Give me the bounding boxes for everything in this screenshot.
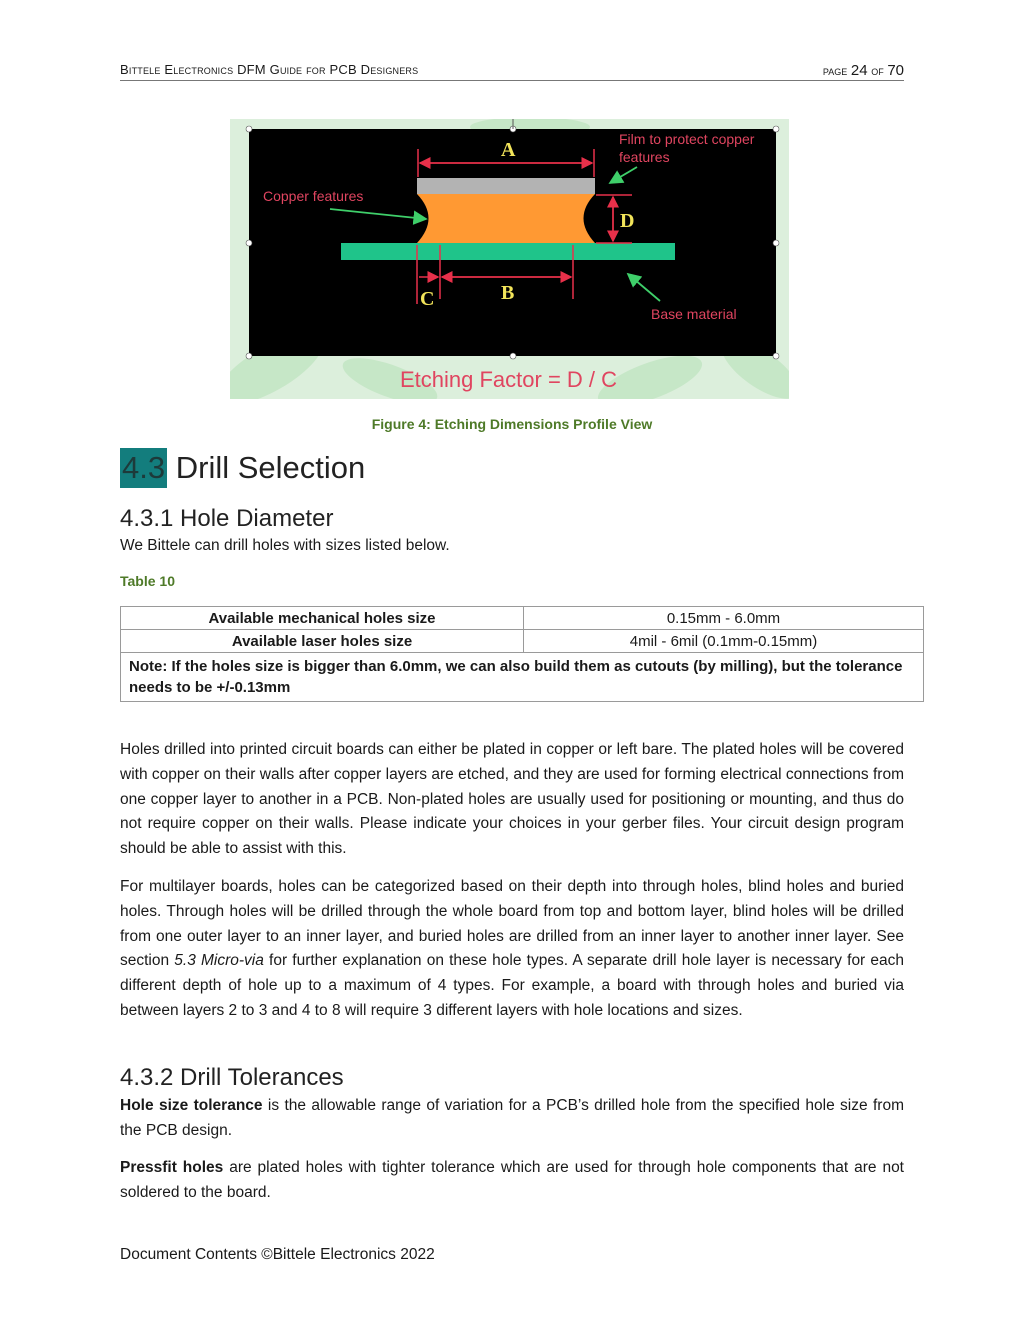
section-title: Drill Selection: [175, 450, 366, 485]
paragraph-pressfit-holes: [120, 1156, 904, 1206]
page-of: of: [871, 63, 884, 78]
table-row: [121, 630, 924, 653]
base-material: [341, 243, 675, 260]
table-cell-value: 0.15mm - 6.0mm: [524, 607, 924, 630]
paragraph-text: For multilayer boards, holes can be categorized based on their depth into through holes, blind holes and buried holes. Through holes will be drilled through the whole board from top and bottom layer, blind holes will be drilled from one outer layer to an inner layer, and buried holes are drilled from an inner layer to another inner layer. See section: [120, 878, 904, 970]
callout-film-line1: Film to protect copper: [619, 131, 755, 147]
header-title: Bittele Electronics DFM Guide for PCB Designers: [120, 62, 419, 77]
callout-base: Base material: [651, 306, 737, 322]
term-hole-size-tolerance: Hole size tolerance: [120, 1097, 263, 1114]
subsection-heading-hole-diameter: 4.3.1 Hole Diameter: [120, 505, 334, 532]
paragraph-text: for further explanation on these hole types. A separate drill hole layer is necessary for each different depth of hole up to a maximum of 4 types. For example, a board with through holes and buried via between layers 2 to 3 and 4 to 8 will require 3 different layers with hole locations and sizes.: [120, 952, 904, 1019]
label-c: C: [420, 288, 435, 310]
paragraph-text: are plated holes with tighter tolerance which are used for through hole components that are not soldered to the board.: [120, 1159, 904, 1201]
paragraph-hole-size-tolerance: [120, 1094, 904, 1144]
label-b: B: [501, 282, 515, 304]
hole-diameter-intro: We Bittele can drill holes with sizes listed below.: [120, 537, 450, 554]
table-cell-value: 4mil - 6mil (0.1mm-0.15mm): [524, 630, 924, 653]
figure-caption: Figure 4: Etching Dimensions Profile View: [371, 416, 653, 432]
table-cell-label: Available mechanical holes size: [121, 607, 524, 630]
copper-feature: [417, 194, 595, 243]
callout-copper: Copper features: [263, 188, 364, 204]
etching-figure: [230, 119, 789, 399]
page-total: 70: [887, 62, 904, 79]
callout-film-line2: features: [619, 149, 670, 165]
page-prefix: page: [822, 63, 848, 78]
etching-diagram: [230, 119, 789, 399]
section-heading: [120, 448, 365, 488]
table-row: [121, 607, 924, 630]
page-header: [120, 62, 904, 81]
etching-formula: Etching Factor = D / C: [400, 367, 618, 392]
section-number: 4.3: [120, 448, 167, 488]
paragraph-multilayer-holes: [120, 875, 904, 1024]
protective-film: [417, 178, 595, 194]
label-d: D: [620, 210, 635, 232]
term-pressfit-holes: Pressfit holes: [120, 1159, 224, 1176]
table-caption: Table 10: [120, 573, 175, 589]
table-cell-label: Available laser holes size: [121, 630, 524, 653]
page-number: [823, 62, 904, 79]
table-note: Note: If the holes size is bigger than 6.0mm, we can also build them as cutouts (by milling), but the tolerance needs to be +/-0.13mm: [121, 653, 924, 702]
page-current: 24: [850, 62, 868, 79]
section-reference: 5.3 Micro-via: [174, 952, 264, 970]
paragraph-plated-holes: Holes drilled into printed circuit boards can either be plated in copper or left bare. The plated holes will be covered with copper on their walls after copper layers are etched, and they are used for forming electrical connections from one copper layer to another in a PCB. Non-plated holes are usually used for positioning or mounting, and thus do not require copper on their walls. Please indicate your choices in your gerber files. Your circuit design program should be able to assist with this.: [120, 741, 904, 858]
hole-size-table: [120, 606, 924, 702]
table-row-note: [121, 653, 924, 702]
paragraph-text: is the allowable range of variation for a PCB’s drilled hole from the specified hole size from the PCB design.: [120, 1097, 904, 1139]
page-footer: Document Contents ©Bittele Electronics 2022: [120, 1246, 435, 1263]
subsection-heading-drill-tolerances: 4.3.2 Drill Tolerances: [120, 1064, 344, 1091]
label-a: A: [501, 139, 516, 161]
